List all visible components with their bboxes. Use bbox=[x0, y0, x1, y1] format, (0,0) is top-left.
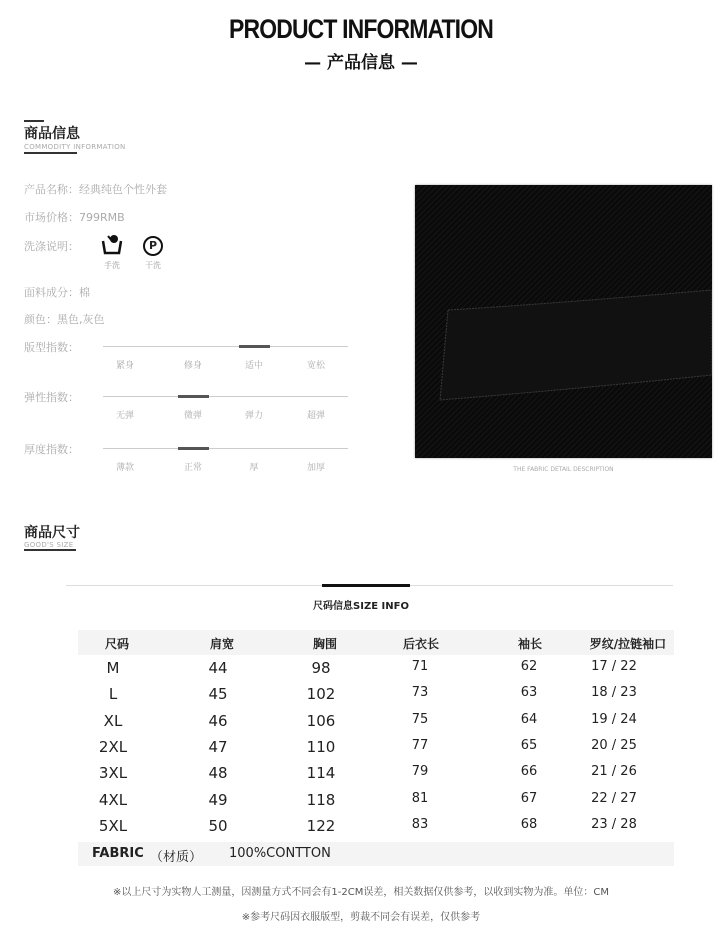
table-cell: 66 bbox=[520, 764, 538, 780]
table-cell: M bbox=[106, 659, 120, 677]
table-cell: 50 bbox=[208, 816, 228, 835]
commodity-title: 商品信息 bbox=[24, 126, 80, 142]
index-option: 无弹 bbox=[115, 411, 134, 421]
section-underline bbox=[24, 549, 76, 551]
table-header-cell: 胸围 bbox=[312, 637, 337, 651]
table-cell: 62 bbox=[520, 659, 538, 674]
table-cell: 23 / 28 bbox=[591, 816, 637, 832]
index-label: 弹性指数： bbox=[24, 391, 79, 404]
fabric-row bbox=[78, 842, 674, 866]
index-track bbox=[103, 396, 348, 397]
table-cell: 114 bbox=[306, 764, 336, 783]
index-indicator bbox=[239, 345, 270, 348]
table-cell: 110 bbox=[306, 737, 336, 756]
index-option: 加厚 bbox=[306, 463, 325, 473]
table-cell: 75 bbox=[411, 711, 429, 727]
color: 颜色：黑色,灰色 bbox=[24, 313, 105, 326]
table-cell: 65 bbox=[520, 737, 538, 753]
table-cell: 49 bbox=[208, 790, 228, 809]
table-cell: 44 bbox=[208, 659, 228, 677]
index-label: 版型指数： bbox=[24, 341, 79, 354]
table-cell: 118 bbox=[306, 790, 336, 809]
table-cell: L bbox=[108, 685, 118, 704]
index-option: 宽松 bbox=[306, 361, 325, 371]
commodity-subtitle: COMMODITY INFORMATION bbox=[24, 143, 126, 151]
table-cell: 102 bbox=[306, 685, 336, 704]
table-header-cell: 袖长 bbox=[517, 637, 542, 651]
table-cell: 106 bbox=[306, 711, 336, 730]
section-marker bbox=[24, 120, 44, 122]
size-table-title: 尺码信息SIZE INFO bbox=[313, 601, 409, 612]
table-cell: 67 bbox=[520, 790, 538, 806]
table-cell: 68 bbox=[520, 816, 538, 832]
table-cell: 73 bbox=[411, 685, 429, 701]
hand-wash-label: 手洗 bbox=[104, 261, 120, 270]
table-cell: 17 / 22 bbox=[591, 659, 637, 674]
index-track bbox=[103, 346, 348, 347]
index-option: 弹力 bbox=[244, 411, 263, 421]
page-title-en: PRODUCT INFORMATION bbox=[229, 14, 493, 44]
index-indicator bbox=[178, 395, 209, 398]
table-cell: 64 bbox=[520, 711, 538, 727]
table-cell: 71 bbox=[411, 659, 429, 674]
index-label: 厚度指数： bbox=[24, 443, 79, 456]
table-cell: 79 bbox=[411, 764, 429, 780]
table-header-cell: 尺码 bbox=[104, 637, 129, 651]
table-cell: 46 bbox=[208, 711, 228, 730]
section-underline bbox=[24, 152, 77, 154]
page-title-cn-text: 产品信息 bbox=[327, 53, 395, 73]
wash-label: 洗涤说明： bbox=[24, 240, 79, 253]
fabric-detail-photo bbox=[415, 185, 712, 458]
table-cell: 20 / 25 bbox=[591, 737, 637, 753]
table-cell: 81 bbox=[411, 790, 429, 806]
product-price: 市场价格：799RMB bbox=[24, 211, 125, 224]
index-option: 适中 bbox=[244, 361, 263, 371]
fabric-label: FABRIC bbox=[92, 846, 144, 861]
divider-accent bbox=[322, 584, 410, 587]
table-cell: 45 bbox=[208, 685, 228, 704]
fabric-cn: （材质） bbox=[150, 850, 203, 865]
table-cell: XL bbox=[103, 711, 123, 730]
size-title: 商品尺寸 bbox=[24, 525, 80, 541]
index-option: 修身 bbox=[183, 361, 202, 371]
table-cell: 5XL bbox=[98, 816, 128, 835]
index-option: 超弹 bbox=[306, 411, 325, 421]
table-cell: 77 bbox=[411, 737, 429, 753]
index-track bbox=[103, 448, 348, 449]
index-indicator bbox=[178, 447, 209, 450]
table-header-cell: 罗纹/拉链袖口 bbox=[589, 637, 667, 651]
hand-wash-icon bbox=[100, 233, 124, 259]
size-note-2: ※参考尺码因衣服版型，剪裁不同会有误差，仅供参考 bbox=[241, 912, 481, 923]
index-option: 正常 bbox=[183, 463, 202, 473]
table-cell: 3XL bbox=[98, 764, 128, 783]
index-option: 紧身 bbox=[115, 361, 134, 371]
photo-caption: THE FABRIC DETAIL DESCRIPTION bbox=[513, 466, 614, 473]
table-cell: 83 bbox=[411, 816, 429, 832]
table-cell: 63 bbox=[520, 685, 538, 701]
dry-clean-label: 干洗 bbox=[145, 261, 161, 270]
table-header-cell: 肩宽 bbox=[209, 637, 234, 651]
table-cell: 22 / 27 bbox=[591, 790, 637, 806]
table-cell: 18 / 23 bbox=[591, 685, 637, 701]
fabric-value: 100%CONTTON bbox=[229, 846, 331, 861]
table-cell: 48 bbox=[208, 764, 228, 783]
table-cell: 21 / 26 bbox=[591, 764, 637, 780]
table-cell: 2XL bbox=[98, 737, 128, 756]
index-option: 厚 bbox=[249, 463, 259, 473]
table-cell: 122 bbox=[306, 816, 336, 835]
page-title-cn: — 产品信息 — bbox=[304, 53, 418, 73]
size-note-1: ※以上尺寸为实物人工测量，因测量方式不同会有1-2CM误差，相关数据仅供参考，以收到实物为准。单位：CM bbox=[113, 887, 609, 898]
size-subtitle: GOOD'S SIZE bbox=[24, 541, 74, 549]
index-option: 薄款 bbox=[115, 463, 134, 473]
index-option: 微弹 bbox=[183, 411, 202, 421]
table-cell: 47 bbox=[208, 737, 228, 756]
product-name: 产品名称：经典纯色个性外套 bbox=[24, 183, 167, 196]
table-cell: 98 bbox=[311, 659, 331, 677]
table-cell: 19 / 24 bbox=[591, 711, 637, 727]
dry-clean-icon: P bbox=[143, 236, 163, 256]
table-cell: 4XL bbox=[98, 790, 128, 809]
material: 面料成分：棉 bbox=[24, 286, 90, 299]
table-header-cell: 后衣长 bbox=[402, 637, 439, 651]
